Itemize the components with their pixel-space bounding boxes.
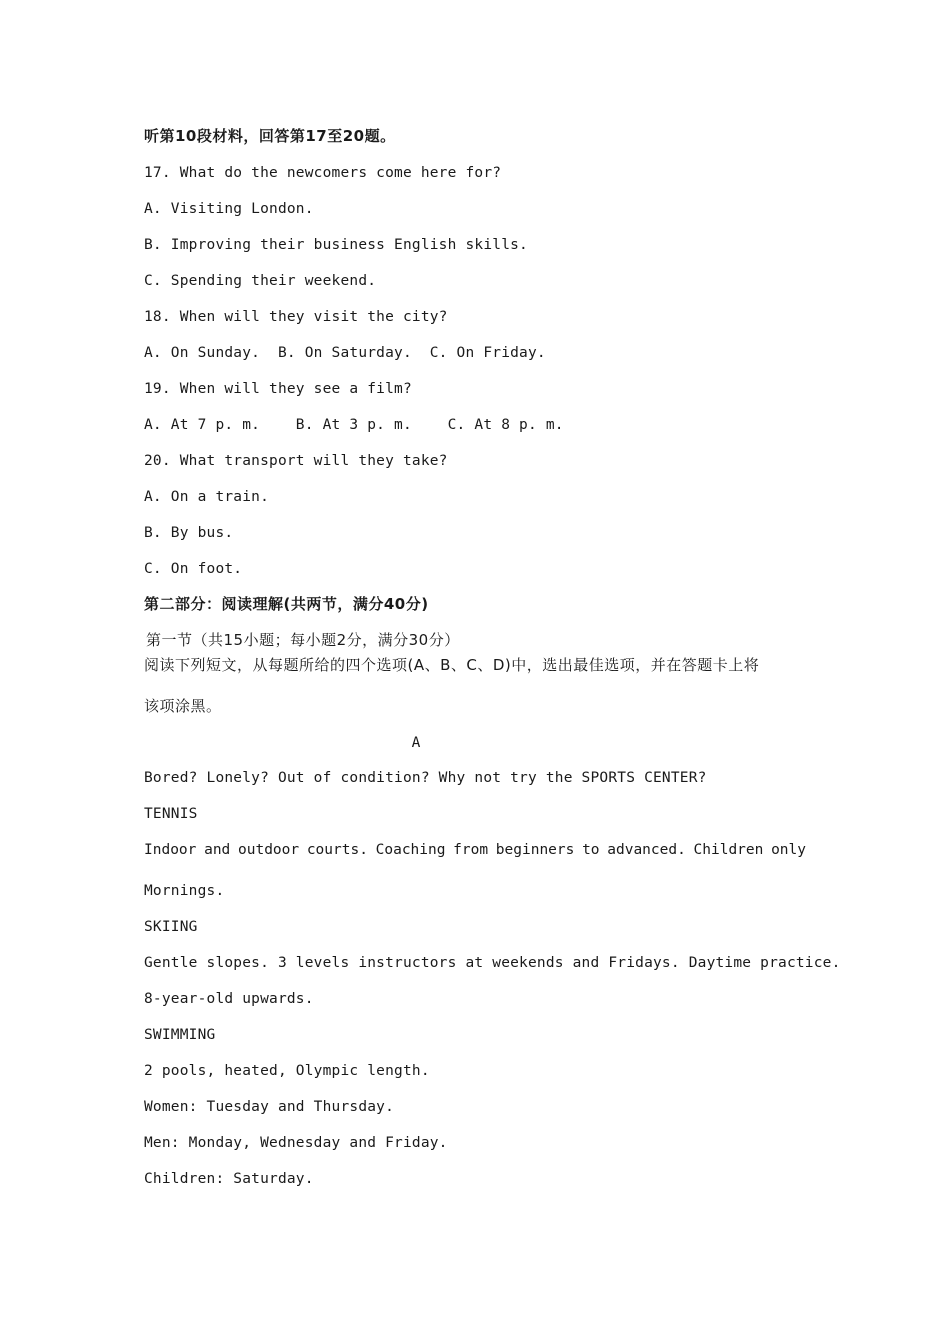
instructions-line-2: 该项涂黑。 xyxy=(144,697,222,715)
part2-heading: 第二部分：阅读理解(共两节，满分40分) xyxy=(144,595,429,613)
swimming-title: SWIMMING xyxy=(144,1027,216,1043)
tennis-word: from xyxy=(453,842,489,858)
q19-options: A. At 7 p. m. B. At 3 p. m. C. At 8 p. m. xyxy=(144,417,564,433)
tennis-word: to xyxy=(582,842,600,858)
tennis-word: and xyxy=(204,842,231,858)
tennis-title: TENNIS xyxy=(144,806,198,822)
question-18: 18. When will they visit the city? xyxy=(144,309,448,325)
skiing-description-line-1: Gentle slopes. 3 levels instructors at weekends and Fridays. Daytime practice. xyxy=(144,955,841,971)
instructions-line-1: 阅读下列短文，从每题所给的四个选项(A、B、C、D)中，选出最佳选项，并在答题卡上将 xyxy=(144,656,760,674)
passage-label: A xyxy=(411,735,421,751)
tennis-word: Children xyxy=(693,842,764,858)
skiing-description-line-2: 8-year-old upwards. xyxy=(144,991,314,1007)
q17-option-b: B. Improving their business English skills. xyxy=(144,237,528,253)
tennis-word: only xyxy=(771,842,806,858)
tennis-description-line xyxy=(144,840,806,860)
question-20: 20. What transport will they take? xyxy=(144,453,448,469)
tennis-word: Coaching xyxy=(375,842,446,858)
q20-option-a: A. On a train. xyxy=(144,489,270,505)
listening-section-heading: 听第10段材料，回答第17至20题。 xyxy=(144,127,396,145)
question-17: 17. What do the newcomers come here for? xyxy=(144,165,502,181)
tennis-word: advanced. xyxy=(607,842,686,858)
tennis-word: beginners xyxy=(495,842,575,858)
q17-option-c: C. Spending their weekend. xyxy=(144,273,377,289)
section1-heading: 第一节（共15小题；每小题2分，满分30分） xyxy=(146,631,460,649)
q17-option-a: A. Visiting London. xyxy=(144,201,314,217)
swimming-women: Women: Tuesday and Thursday. xyxy=(144,1099,395,1115)
tennis-word: outdoor xyxy=(238,842,300,858)
q20-option-c: C. On foot. xyxy=(144,561,243,577)
q18-options: A. On Sunday. B. On Saturday. C. On Friday. xyxy=(144,345,546,361)
q20-option-b: B. By bus. xyxy=(144,525,234,541)
tennis-word: Indoor xyxy=(144,842,197,858)
tennis-description-line-2: Mornings. xyxy=(144,883,225,899)
swimming-men: Men: Monday, Wednesday and Friday. xyxy=(144,1135,448,1151)
question-19: 19. When will they see a film? xyxy=(144,381,412,397)
tennis-word: courts. xyxy=(306,842,368,858)
swimming-children: Children: Saturday. xyxy=(144,1171,314,1187)
swimming-description: 2 pools, heated, Olympic length. xyxy=(144,1063,430,1079)
passage-intro: Bored? Lonely? Out of condition? Why not try the SPORTS CENTER? xyxy=(144,770,707,786)
skiing-title: SKIING xyxy=(144,919,198,935)
